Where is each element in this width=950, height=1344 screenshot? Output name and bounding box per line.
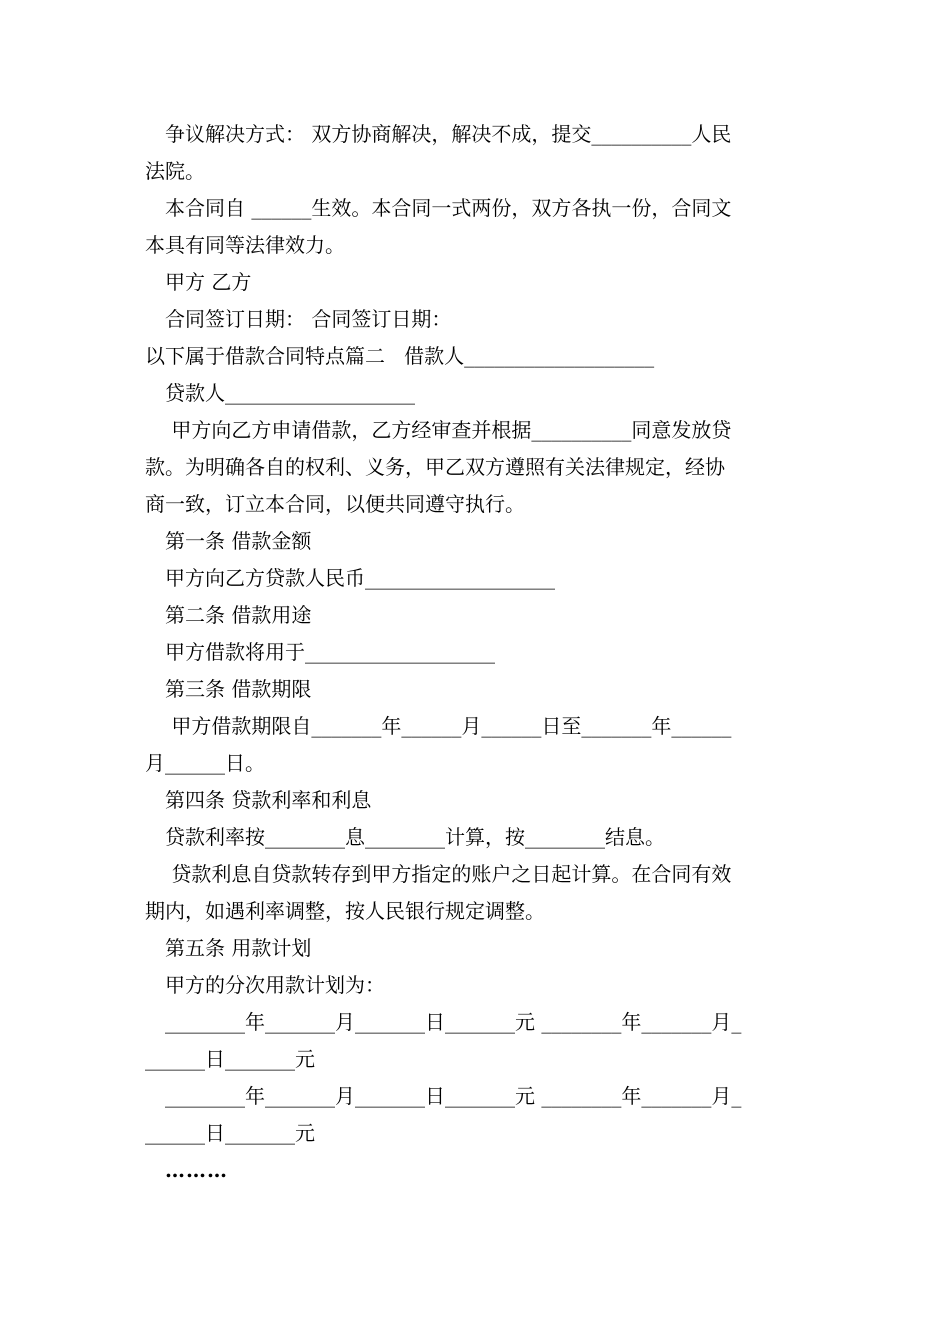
text-line: ______日_______元 — [145, 1047, 315, 1071]
text-line: 甲方借款期限自_______年______月______日至_______年______ — [165, 714, 732, 738]
text-line: 贷款利率按________息________计算，按________结息。 — [165, 825, 665, 849]
text-line: 本合同自 ______生效。本合同一式两份，双方各执一份，合同文 — [165, 196, 732, 220]
text-line: 本具有同等法律效力。 — [145, 233, 345, 257]
text-line: 贷款人___________________ — [165, 381, 415, 405]
text-line: 甲方向乙方贷款人民币___________________ — [165, 566, 555, 590]
text-line: 甲方借款将用于___________________ — [165, 640, 495, 664]
text-line: 月______日。 — [145, 751, 265, 775]
text-line: 合同签订日期： 合同签订日期： — [165, 307, 452, 331]
text-line: 款。为明确各自的权利、义务，甲乙双方遵照有关法律规定，经协 — [145, 455, 725, 479]
article-heading: 第五条 用款计划 — [165, 936, 312, 960]
text-line: ________年_______月_______日_______元 ________年_______月_ — [165, 1084, 742, 1108]
text-line: 商一致，订立本合同，以便共同遵守执行。 — [145, 492, 525, 516]
text-line: 法院。 — [145, 159, 205, 183]
text-line: ______日_______元 — [145, 1121, 315, 1145]
article-heading: 第一条 借款金额 — [165, 529, 312, 553]
ellipsis-line: ……… — [165, 1158, 228, 1182]
text-line: 甲方的分次用款计划为： — [165, 973, 385, 997]
text-line: 贷款利息自贷款转存到甲方指定的账户之日起计算。在合同有效 — [165, 862, 732, 886]
article-heading: 第四条 贷款利率和利息 — [165, 788, 372, 812]
article-heading: 第三条 借款期限 — [165, 677, 312, 701]
text-line: 甲方 乙方 — [165, 270, 252, 294]
text-line: 争议解决方式： 双方协商解决，解决不成，提交__________人民 — [165, 122, 732, 146]
text-line: ________年_______月_______日_______元 ________年_______月_ — [165, 1010, 742, 1034]
section-heading: 以下属于借款合同特点篇二 借款人___________________ — [145, 344, 655, 368]
text-line: 甲方向乙方申请借款，乙方经审查并根据__________同意发放贷 — [165, 418, 732, 442]
text-line: 期内，如遇利率调整，按人民银行规定调整。 — [145, 899, 545, 923]
article-heading: 第二条 借款用途 — [165, 603, 312, 627]
document-body — [145, 116, 810, 1189]
